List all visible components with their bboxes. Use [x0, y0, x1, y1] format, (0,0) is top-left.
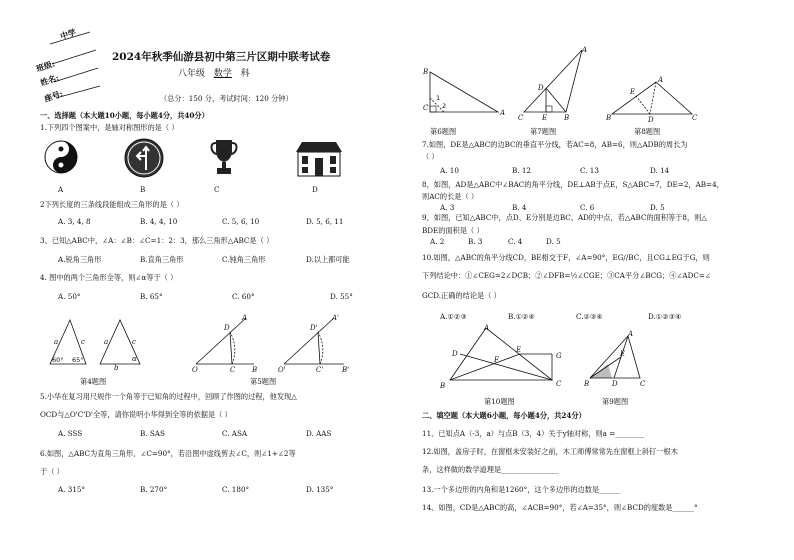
q5-option-b[interactable]: B. SAS — [140, 429, 165, 438]
svg-text:C': C' — [316, 366, 324, 374]
q7-text-line1: 7.如图，DE是△ABC的边BC的垂直平分线，若AC=8，AB=6，则△ADB的周长为 — [422, 140, 688, 149]
svg-text:A': A' — [332, 314, 339, 322]
q6-option-c[interactable]: C. 180° — [222, 485, 250, 494]
svg-text:G: G — [556, 352, 562, 360]
svg-text:C: C — [230, 366, 236, 374]
q2-option-d[interactable]: D. 5, 6, 11 — [306, 217, 344, 226]
q2-option-b[interactable]: B. 4, 4, 10 — [140, 217, 178, 226]
school-suffix: 中学 — [58, 26, 78, 42]
svg-text:B: B — [564, 114, 570, 122]
figure-9-caption: 第9题图 — [602, 397, 629, 406]
q11-text: 11、已知点A（-3，a）与点B（3，4）关于y轴对称，则a =________ — [422, 429, 645, 438]
svg-text:F: F — [494, 356, 499, 364]
figure-10-caption: 第10题图 — [484, 397, 515, 406]
q7-option-d[interactable]: D. 14 — [650, 166, 670, 175]
svg-text:A: A — [658, 76, 664, 84]
svg-text:A: A — [484, 324, 490, 332]
q3-option-a[interactable]: A.锐角三角形 — [58, 255, 102, 264]
q10-option-d[interactable]: D.①②③④ — [648, 312, 682, 321]
q9-text-line1: 9，如图，已知△ABC中，点D、E分别是边BC、AD的中点，若△ABC的面积等于8，则△ — [422, 213, 707, 222]
svg-text:2: 2 — [442, 102, 447, 110]
q3-option-b[interactable]: B.直角三角形 — [140, 255, 184, 264]
svg-text:E: E — [620, 350, 626, 358]
q9-option-d[interactable]: D. 5 — [546, 237, 561, 246]
q3-option-d[interactable]: D.以上都可能 — [306, 255, 350, 264]
q4-option-b[interactable]: B. 65° — [140, 292, 163, 301]
svg-text:C: C — [556, 380, 562, 388]
svg-text:C: C — [518, 114, 524, 122]
q14-text: 14、如图，CD是△ABC的高，∠ACB=90°，若∠A=35°，则∠BCD的度数是______° — [422, 503, 698, 512]
svg-text:A: A — [628, 330, 634, 338]
binding-lines — [0, 0, 120, 120]
q1-option-b[interactable]: B — [140, 185, 146, 194]
house-icon — [296, 140, 342, 178]
q9-option-b[interactable]: B. 3 — [468, 237, 483, 246]
svg-text:A: A — [500, 109, 506, 117]
svg-text:D: D — [648, 116, 654, 124]
q9-option-a[interactable]: A. 2 — [430, 237, 445, 246]
figure-9-triangle — [584, 330, 650, 392]
svg-text:D': D' — [310, 324, 318, 332]
q7-option-a[interactable]: A. 10 — [440, 166, 459, 175]
q8-text-line1: 8，如图，AD是△ABC中∠BAC的角平分线，DE⊥AB于点E，S△ABC=7，DE=2，AB=4， — [422, 180, 724, 189]
q3-option-c[interactable]: C.钝角三角形 — [222, 255, 266, 264]
svg-text:B: B — [440, 382, 446, 390]
figure-5-angles — [192, 312, 362, 374]
svg-text:C: C — [640, 380, 646, 388]
q10-option-b[interactable]: B.①②④ — [508, 312, 535, 321]
yin-yang-icon — [44, 140, 78, 174]
q13-text: 13.一个多边形的内角和是1260°，这个多边形的边数是______ — [422, 485, 621, 494]
q8-option-a[interactable]: A. 3 — [440, 203, 455, 212]
svg-text:D: D — [538, 84, 544, 92]
grade-subject-line — [178, 70, 250, 79]
q5-text-line1: 5.小华在复习用尺规作一个角等于已知角的过程中，回顾了作图的过程，他发现△ — [40, 392, 297, 401]
svg-text:a: a — [54, 338, 59, 346]
svg-text:b: b — [114, 364, 119, 372]
q12-text-line1: 12.如图，盖房子时，在窗框未安装好之前，木工师傅常常先在窗框上斜钉一根木 — [422, 447, 678, 456]
q5-option-c[interactable]: C. ASA — [222, 429, 248, 438]
svg-text:A: A — [242, 314, 248, 322]
trophy-icon — [210, 138, 238, 178]
figure-6-right-triangle — [420, 60, 504, 120]
svg-text:B: B — [252, 366, 258, 374]
svg-text:A: A — [582, 46, 588, 54]
grade-label: 八年级 — [178, 69, 206, 79]
figure-4-caption: 第4题图 — [80, 377, 107, 386]
q6-text-line1: 6.如图，△ABC为直角三角形，∠C=90°，若沿图中虚线剪去∠C，则∠1+∠2等 — [40, 449, 296, 458]
section1-title: 一、选择题（本大题10小题，每小题4分，共40分） — [40, 111, 209, 120]
q3-text: 3、已知△ABC中，∠A：∠B：∠C=1：2：3，那么三角形△ABC是（ ） — [40, 236, 274, 245]
svg-text:c: c — [132, 338, 136, 346]
svg-text:60°: 60° — [52, 356, 64, 364]
figure-5-caption: 第5题图 — [250, 377, 277, 386]
svg-text:1: 1 — [436, 94, 441, 102]
figure-8-caption: 第8题图 — [634, 127, 661, 136]
svg-text:O': O' — [278, 366, 286, 374]
svg-text:E: E — [542, 114, 548, 122]
svg-text:c: c — [81, 338, 85, 346]
q9-option-c[interactable]: C. 4 — [508, 237, 523, 246]
name-label: 姓名: — [38, 72, 61, 88]
q4-option-a[interactable]: A. 50° — [58, 292, 81, 301]
seat-label: 座号: — [42, 88, 65, 104]
svg-text:E: E — [630, 88, 636, 96]
svg-text:E: E — [516, 346, 522, 354]
svg-text:B: B — [606, 114, 612, 122]
q6-option-b[interactable]: B. 270° — [140, 485, 168, 494]
q5-option-a[interactable]: A. SSS — [58, 429, 83, 438]
q10-text-line2: 下列结论中：①∠CEG=2∠DCB；②∠DFB=½∠CGE；③CA平分∠BCG；④∠ADC=∠ — [422, 271, 711, 280]
q8-option-d[interactable]: D. 5 — [650, 203, 665, 212]
svg-text:D: D — [224, 324, 230, 332]
q6-option-d[interactable]: D. 135° — [306, 485, 334, 494]
q10-option-a[interactable]: A.①②③ — [440, 312, 467, 321]
figure-7-triangle — [516, 46, 592, 122]
exam-info: （总分：150 分，考试时间：120 分钟） — [160, 94, 293, 103]
q10-text-line1: 10.如图，△ABC的角平分线CD，BE相交于F，∠A=90°，EG//BC，且CG⊥EG于G，则 — [422, 253, 710, 262]
figure-8-triangle — [606, 76, 698, 122]
svg-text:65°: 65° — [72, 356, 84, 364]
q2-text: 2下列长度的三条线段能组成三角形的是（ ） — [40, 200, 184, 209]
svg-text:B': B' — [342, 366, 350, 374]
q4-option-c[interactable]: C. 60° — [232, 292, 255, 301]
q6-option-a[interactable]: A. 315° — [58, 485, 86, 494]
section2-title: 二、填空题（本大题6小题，每小题4分，共24分） — [422, 411, 586, 420]
q8-text-line2: 则AC的长是（ ） — [422, 192, 479, 201]
figure-10-triangle — [436, 324, 576, 394]
svg-text:C: C — [692, 114, 698, 122]
subject-label: 数学 — [213, 69, 232, 79]
subject-suffix: 科 — [240, 69, 250, 79]
q8-option-c[interactable]: C. 6 — [580, 203, 595, 212]
figure-4-triangles — [44, 314, 154, 374]
q5-option-d[interactable]: D. AAS — [306, 429, 332, 438]
q9-text-line2: BDE的面积是（ ） — [422, 226, 484, 235]
q5-text-line2: OCD与△O'C'D'全等，请你说明小华得到全等的依据是（ ） — [40, 410, 232, 419]
svg-text:B: B — [423, 68, 429, 76]
figure-7-caption: 第7题图 — [530, 127, 557, 136]
q7-option-c[interactable]: C. 13 — [580, 166, 599, 175]
q6-text-line2: 于（ ） — [40, 467, 64, 476]
q4-option-d[interactable]: D. 55° — [330, 292, 353, 301]
q1-option-d[interactable]: D — [312, 185, 318, 194]
q2-option-a[interactable]: A. 3, 4, 8 — [58, 217, 91, 226]
svg-text:C: C — [423, 104, 429, 112]
svg-text:α: α — [132, 355, 137, 363]
q4-text: 4. 图中的两个三角形全等，则∠α等于（ ） — [40, 273, 178, 282]
class-label: 班级: — [34, 58, 57, 74]
q12-text-line2: 条，这样做的数学道理是________________ — [422, 465, 559, 474]
svg-text:O: O — [192, 366, 198, 374]
q10-text-line3: GCD.正确的结论是（ ） — [422, 291, 501, 300]
svg-text:a: a — [104, 338, 109, 346]
q10-option-c[interactable]: C.②③④ — [576, 312, 603, 321]
svg-text:D: D — [452, 350, 458, 358]
exam-title: 2024年秋季仙游县初中第三片区期中联考试卷 — [112, 51, 331, 63]
q2-option-c[interactable]: C. 5, 6, 10 — [222, 217, 260, 226]
q8-option-b[interactable]: B. 4 — [512, 203, 527, 212]
traffic-sign-icon — [124, 138, 164, 178]
svg-text:D: D — [612, 380, 618, 388]
q1-option-a[interactable]: A — [58, 185, 64, 194]
q1-text: 1.下列四个图案中，是轴对称图形的是（ ） — [40, 123, 179, 132]
figure-6-caption: 第6题图 — [430, 127, 457, 136]
q1-option-c[interactable]: C — [214, 185, 220, 194]
q7-text-line2: （ ） — [422, 152, 439, 161]
q7-option-b[interactable]: B. 12 — [512, 166, 531, 175]
svg-text:B: B — [584, 380, 590, 388]
